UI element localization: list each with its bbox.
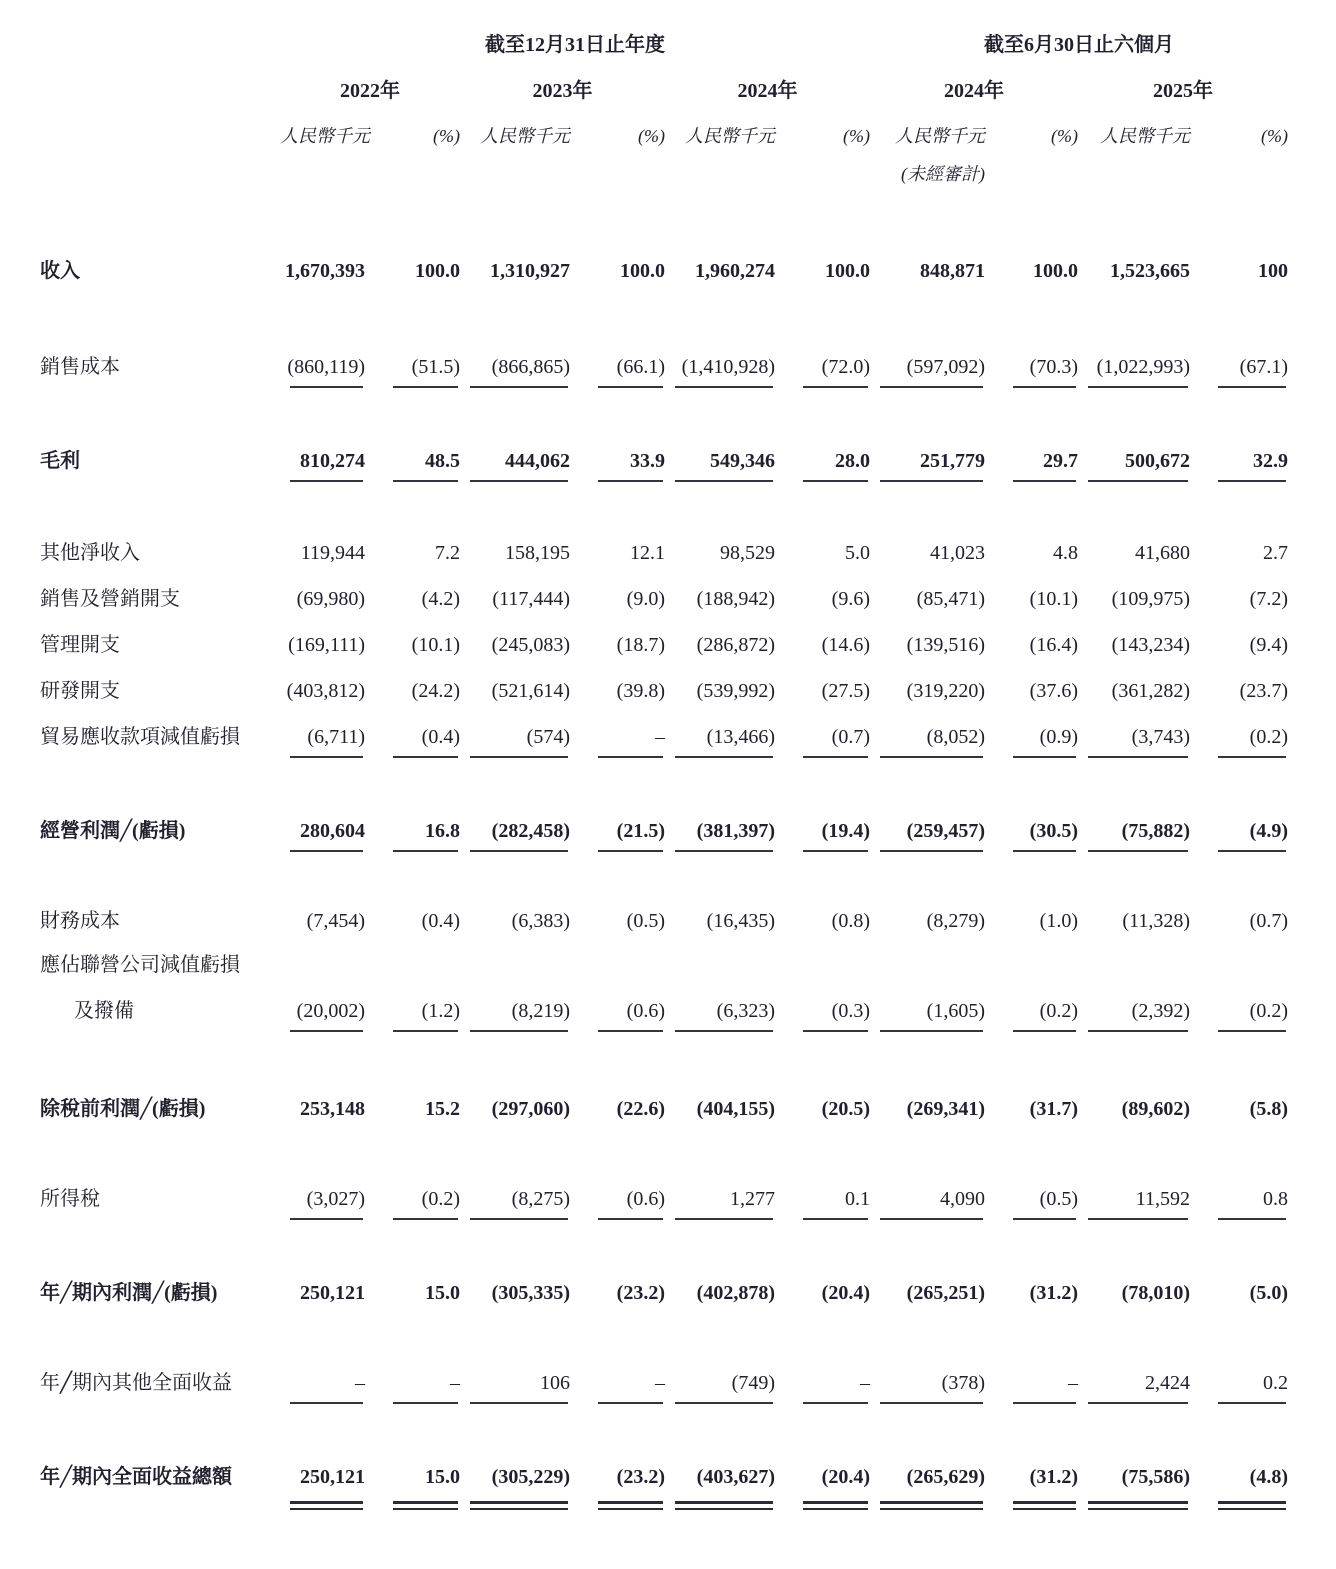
row-label: 財務成本 <box>40 910 120 932</box>
value-cell: (1,410,928) <box>665 342 775 388</box>
pct-cell: 15.0 <box>425 1282 460 1304</box>
value-cell: 280,604 <box>280 806 365 852</box>
pct-cell: (0.8) <box>831 910 870 932</box>
table-row-other-comprehensive-income <box>40 1358 1288 1404</box>
pct-cell: (7.2) <box>1249 588 1288 610</box>
pct-cell: (23.2) <box>570 1452 665 1498</box>
row-label: 銷售成本 <box>40 356 120 378</box>
value-cell: (8,052) <box>870 712 985 758</box>
pct-cell: – <box>365 1358 460 1404</box>
pct-cell: 28.0 <box>775 436 870 482</box>
value-cell: (75,586) <box>1078 1452 1190 1498</box>
value-cell: (6,383) <box>511 910 570 932</box>
pct-cell: (16.4) <box>1029 634 1078 656</box>
value-cell: 2,424 <box>1078 1358 1190 1404</box>
pct-header: (%) <box>1051 126 1078 147</box>
value-cell: (597,092) <box>870 342 985 388</box>
value-cell: (305,335) <box>491 1282 570 1304</box>
value-cell: (188,942) <box>696 588 775 610</box>
value-cell: (89,602) <box>1121 1098 1190 1120</box>
pct-cell: 0.8 <box>1190 1174 1288 1220</box>
pct-cell: (9.4) <box>1249 634 1288 656</box>
table-row-gross-profit <box>40 436 1288 482</box>
pct-cell: (31.2) <box>1029 1282 1078 1304</box>
value-cell: 98,529 <box>720 542 775 564</box>
table-row-other-net-income <box>40 528 1288 574</box>
pct-cell: 15.2 <box>425 1098 460 1120</box>
value-cell: 119,944 <box>300 542 365 564</box>
value-cell: 500,672 <box>1078 436 1190 482</box>
value-cell: (1,022,993) <box>1078 342 1190 388</box>
pct-cell: (23.7) <box>1239 680 1288 702</box>
pct-cell: (23.2) <box>616 1282 665 1304</box>
value-cell: 444,062 <box>460 436 570 482</box>
pct-cell: 12.1 <box>630 542 665 564</box>
year-header-row <box>40 66 1288 112</box>
value-cell: 106 <box>460 1358 570 1404</box>
pct-cell: 29.7 <box>985 436 1078 482</box>
value-cell: (6,323) <box>665 986 775 1032</box>
table-row-admin-expenses <box>40 620 1288 666</box>
pct-cell: (0.2) <box>1190 712 1288 758</box>
value-cell: (2,392) <box>1078 986 1190 1032</box>
pct-cell: (31.2) <box>985 1452 1078 1498</box>
value-cell: (1,605) <box>870 986 985 1032</box>
unit-header: 人民幣千元 <box>895 126 985 147</box>
value-cell: 848,871 <box>920 260 985 282</box>
row-label: 及撥備 <box>74 1000 134 1022</box>
value-cell: (269,341) <box>906 1098 985 1120</box>
pct-cell: 32.9 <box>1190 436 1288 482</box>
pct-cell: (0.2) <box>1190 986 1288 1032</box>
pct-cell: (10.1) <box>1029 588 1078 610</box>
value-cell: (16,435) <box>706 910 775 932</box>
value-cell: (20,002) <box>280 986 365 1032</box>
value-cell: 1,670,393 <box>285 260 365 282</box>
table-row-cost-of-sales <box>40 342 1288 388</box>
table-row-profit-for-the-period <box>40 1268 1288 1314</box>
financial-statements-table <box>40 22 1288 1498</box>
pct-cell: – <box>985 1358 1078 1404</box>
value-cell: (402,878) <box>696 1282 775 1304</box>
value-cell: (403,627) <box>665 1452 775 1498</box>
pct-cell: (19.4) <box>775 806 870 852</box>
value-cell: (117,444) <box>492 588 570 610</box>
value-cell: (381,397) <box>665 806 775 852</box>
pct-cell: (4.8) <box>1190 1452 1288 1498</box>
unaudited-note: (未經審計) <box>901 164 985 185</box>
value-cell: (3,743) <box>1078 712 1190 758</box>
year-header-2024: 2024年 <box>737 80 798 102</box>
value-cell: (69,980) <box>296 588 365 610</box>
value-cell: 158,195 <box>505 542 570 564</box>
value-cell: (305,229) <box>460 1452 570 1498</box>
value-cell: (749) <box>665 1358 775 1404</box>
value-cell: (78,010) <box>1121 1282 1190 1304</box>
table-row-revenue <box>40 246 1288 292</box>
empty-cell <box>40 112 280 156</box>
period-header-interim: 截至6月30日止六個月 <box>984 34 1174 56</box>
period-header-row <box>40 22 1288 66</box>
value-cell: (521,614) <box>491 680 570 702</box>
value-cell: (75,882) <box>1078 806 1190 852</box>
row-label: 管理開支 <box>40 634 120 656</box>
pct-cell: – <box>570 712 665 758</box>
value-cell: (403,812) <box>286 680 365 702</box>
row-label: 應佔聯營公司減值虧損 <box>40 954 240 976</box>
empty-cell <box>40 66 280 112</box>
row-label: 年╱期內利潤╱(虧損) <box>40 1282 218 1304</box>
pct-cell: (0.9) <box>985 712 1078 758</box>
value-cell: (169,111) <box>288 634 365 656</box>
pct-cell: (0.3) <box>775 986 870 1032</box>
pct-header: (%) <box>433 126 460 147</box>
pct-cell: (5.0) <box>1249 1282 1288 1304</box>
pct-cell: (9.6) <box>831 588 870 610</box>
pct-cell: (70.3) <box>985 342 1078 388</box>
unit-header: 人民幣千元 <box>280 126 370 147</box>
value-cell: 41,023 <box>930 542 985 564</box>
value-cell: 11,592 <box>1078 1174 1190 1220</box>
unit-header-row <box>40 112 1288 156</box>
unit-header: 人民幣千元 <box>685 126 775 147</box>
value-cell: (6,711) <box>280 712 365 758</box>
pct-cell: (21.5) <box>570 806 665 852</box>
unit-header: 人民幣千元 <box>480 126 570 147</box>
value-cell: (143,234) <box>1111 634 1190 656</box>
pct-cell: (51.5) <box>365 342 460 388</box>
pct-cell: 7.2 <box>435 542 460 564</box>
value-cell: (8,219) <box>460 986 570 1032</box>
value-cell: – <box>280 1358 365 1404</box>
value-cell: 251,779 <box>870 436 985 482</box>
table-row-operating-profit <box>40 806 1288 852</box>
pct-cell: (0.2) <box>365 1174 460 1220</box>
value-cell: 549,346 <box>665 436 775 482</box>
pct-cell: (24.2) <box>411 680 460 702</box>
value-cell: (109,975) <box>1111 588 1190 610</box>
value-cell: 1,523,665 <box>1110 260 1190 282</box>
pct-cell: (14.6) <box>821 634 870 656</box>
value-cell: (282,458) <box>460 806 570 852</box>
pct-cell: 100 <box>1258 260 1288 282</box>
unit-header: 人民幣千元 <box>1100 126 1190 147</box>
pct-header: (%) <box>843 126 870 147</box>
value-cell: 41,680 <box>1135 542 1190 564</box>
pct-cell: (37.6) <box>1029 680 1078 702</box>
pct-cell: (27.5) <box>821 680 870 702</box>
table-row-share-of-impairment-line1 <box>40 942 1288 986</box>
value-cell: (574) <box>460 712 570 758</box>
pct-cell: 4.8 <box>1053 542 1078 564</box>
pct-cell: 15.0 <box>365 1452 460 1498</box>
pct-header: (%) <box>1261 126 1288 147</box>
pct-cell: (1.2) <box>365 986 460 1032</box>
row-label: 收入 <box>40 260 80 282</box>
table-row-income-tax <box>40 1174 1288 1220</box>
value-cell: 250,121 <box>280 1452 365 1498</box>
pct-cell: 2.7 <box>1263 542 1288 564</box>
pct-cell: 48.5 <box>365 436 460 482</box>
pct-cell: 100.0 <box>620 260 665 282</box>
pct-cell: 5.0 <box>845 542 870 564</box>
table-row-share-of-impairment-line2 <box>40 986 1288 1032</box>
pct-cell: (4.2) <box>421 588 460 610</box>
value-cell: (265,251) <box>906 1282 985 1304</box>
row-label: 所得稅 <box>40 1188 100 1210</box>
row-label: 除稅前利潤╱(虧損) <box>40 1098 206 1120</box>
value-cell: 253,148 <box>300 1098 365 1120</box>
pct-cell: 16.8 <box>365 806 460 852</box>
value-cell: (8,275) <box>460 1174 570 1220</box>
pct-cell: (0.7) <box>775 712 870 758</box>
pct-cell: (10.1) <box>411 634 460 656</box>
pct-cell: (31.7) <box>1029 1098 1078 1120</box>
value-cell: (265,629) <box>870 1452 985 1498</box>
table-row-profit-before-tax <box>40 1084 1288 1130</box>
pct-cell: (0.5) <box>985 1174 1078 1220</box>
pct-cell: (72.0) <box>775 342 870 388</box>
table-row-selling-expenses <box>40 574 1288 620</box>
year-header-2025: 2025年 <box>1153 80 1213 102</box>
pct-cell: 100.0 <box>825 260 870 282</box>
value-cell: (860,119) <box>280 342 365 388</box>
pct-cell: 0.2 <box>1190 1358 1288 1404</box>
pct-cell: 33.9 <box>570 436 665 482</box>
empty-cell <box>40 22 280 66</box>
value-cell: (319,220) <box>906 680 985 702</box>
value-cell: (245,083) <box>491 634 570 656</box>
pct-cell: 100.0 <box>415 260 460 282</box>
value-cell: (259,457) <box>870 806 985 852</box>
row-label: 經營利潤╱(虧損) <box>40 820 186 842</box>
value-cell: (866,865) <box>460 342 570 388</box>
table-row-total-comprehensive-income <box>40 1452 1288 1498</box>
value-cell: (361,282) <box>1111 680 1190 702</box>
pct-cell: (20.4) <box>775 1452 870 1498</box>
pct-cell: (18.7) <box>616 634 665 656</box>
pct-cell: (0.6) <box>570 1174 665 1220</box>
row-label: 銷售及營銷開支 <box>40 588 180 610</box>
period-header-annual: 截至12月31日止年度 <box>485 34 665 56</box>
value-cell: (297,060) <box>491 1098 570 1120</box>
pct-cell: (39.8) <box>616 680 665 702</box>
value-cell: (7,454) <box>306 910 365 932</box>
year-header-2022: 2022年 <box>340 80 400 102</box>
pct-cell: (67.1) <box>1190 342 1288 388</box>
pct-cell: (22.6) <box>616 1098 665 1120</box>
value-cell: (378) <box>870 1358 985 1404</box>
pct-cell: (20.4) <box>821 1282 870 1304</box>
pct-cell: (0.7) <box>1249 910 1288 932</box>
pct-cell: (0.4) <box>421 910 460 932</box>
pct-cell: (9.0) <box>626 588 665 610</box>
row-label: 其他淨收入 <box>40 542 140 564</box>
pct-cell: (1.0) <box>1039 910 1078 932</box>
value-cell: (3,027) <box>280 1174 365 1220</box>
row-label: 研發開支 <box>40 680 120 702</box>
unaudited-row <box>40 156 1288 194</box>
value-cell: (404,155) <box>696 1098 775 1120</box>
value-cell: (13,466) <box>665 712 775 758</box>
value-cell: (286,872) <box>696 634 775 656</box>
value-cell: 1,277 <box>665 1174 775 1220</box>
value-cell: (139,516) <box>906 634 985 656</box>
value-cell: 4,090 <box>870 1174 985 1220</box>
value-cell: 250,121 <box>300 1282 365 1304</box>
value-cell: (11,328) <box>1122 910 1190 932</box>
pct-cell: (66.1) <box>570 342 665 388</box>
table-row-impairment-trade-receivables <box>40 712 1288 758</box>
year-header-2024-interim: 2024年 <box>944 80 1004 102</box>
year-header-2023: 2023年 <box>532 80 593 102</box>
pct-cell: (0.4) <box>365 712 460 758</box>
value-cell: 1,960,274 <box>695 260 775 282</box>
pct-cell: (4.9) <box>1190 806 1288 852</box>
value-cell: 810,274 <box>280 436 365 482</box>
row-label: 毛利 <box>40 450 80 472</box>
value-cell: (85,471) <box>916 588 985 610</box>
pct-cell: – <box>570 1358 665 1404</box>
pct-cell: (0.2) <box>985 986 1078 1032</box>
pct-cell: (0.6) <box>570 986 665 1032</box>
table-row-finance-costs <box>40 900 1288 942</box>
value-cell: (8,279) <box>926 910 985 932</box>
pct-cell: – <box>775 1358 870 1404</box>
pct-cell: (5.8) <box>1249 1098 1288 1120</box>
pct-cell: (20.5) <box>821 1098 870 1120</box>
pct-cell: (30.5) <box>985 806 1078 852</box>
value-cell: 1,310,927 <box>490 260 570 282</box>
value-cell: (539,992) <box>696 680 775 702</box>
pct-cell: 0.1 <box>775 1174 870 1220</box>
pct-cell: 100.0 <box>1033 260 1078 282</box>
row-label: 年╱期內其他全面收益 <box>40 1372 233 1394</box>
pct-header: (%) <box>638 126 665 147</box>
table-row-rd-expenses <box>40 666 1288 712</box>
row-label: 年╱期內全面收益總額 <box>40 1466 233 1488</box>
pct-cell: (0.5) <box>626 910 665 932</box>
row-label: 貿易應收款項減值虧損 <box>40 726 240 748</box>
